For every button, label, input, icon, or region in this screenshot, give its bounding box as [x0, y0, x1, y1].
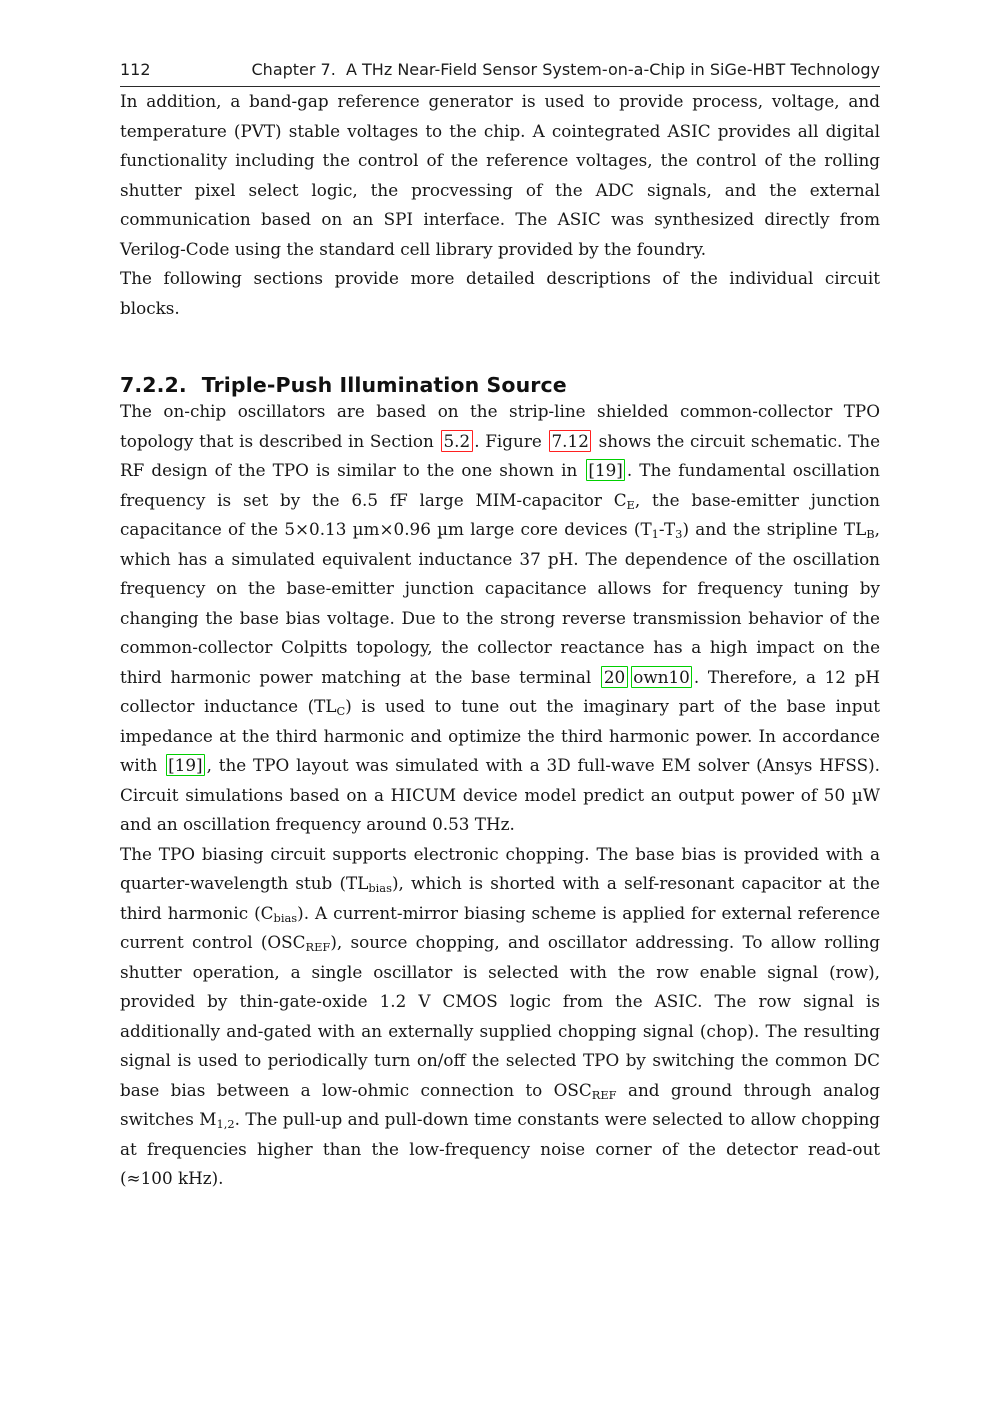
text-run: . Figure — [474, 430, 548, 451]
intro-paragraph: In addition, a band-gap reference generator is used to provide process, voltage, and temperature (PVT) stable voltages to the chip. A cointegrated ASIC provides all digital functionality including the control of the reference voltages, the control of the rolling shutter pixel select logic, the procvessing of the ADC signals, and the external communication based on an SPI interface. The ASIC was synthesized directly from Verilog-Code using the standard cell library provided by the foundry. — [120, 91, 880, 259]
subscript: E — [626, 497, 635, 512]
text-run: ), source chopping, and oscillator addressing. To allow rolling shutter operation, a single oscillator is selected with the row enable signal (row), provided by thin-gate-oxide 1.2 V CMOS logic from the ASIC. The row signal is additionally and-gated with an externally supplied chopping signal (chop). The resulting signal is used to periodically turn on/off the selected TPO by switching the common DC base bias between a low-ohmic connection to OSC — [120, 932, 880, 1100]
text-run: , the TPO layout was simulated with a 3D full-wave EM solver (Ansys HFSS). Circuit simulations based on a HICUM device model predict an output power of 50 µW and an oscillation frequency around 0.53 THz. — [120, 755, 880, 834]
lead-paragraph: The following sections provide more detailed descriptions of the individual circuit blocks. — [120, 268, 880, 318]
section-heading — [120, 373, 880, 397]
citation-link[interactable]: [19] — [586, 459, 625, 481]
text-run: . The pull-up and pull-down time constants were selected to allow chopping at frequencies higher than the low-frequency noise corner of the detector read-out (≈100 kHz). — [120, 1109, 880, 1188]
page-header — [120, 0, 880, 79]
biasing-paragraph — [120, 840, 880, 1194]
text-run: ) is used to tune out the imaginary part of the base input impedance at the third harmonic and optimize the third harmonic power. In accordance with — [120, 696, 880, 775]
section-title: Triple-Push Illumination Source — [201, 373, 567, 397]
citation-link[interactable]: [19] — [166, 754, 205, 776]
section-ref-link[interactable]: 7.12 — [549, 430, 591, 452]
text-run: . Therefore, a 12 pH collector inductance (TL — [120, 666, 880, 716]
citation-link[interactable]: own10 — [631, 666, 693, 688]
text-run: The on-chip oscillators are based on the strip-line shielded common-collector TPO topology that is described in Section — [120, 401, 880, 451]
page-number: 112 — [120, 60, 151, 79]
text-run: ) and the stripline TL — [682, 519, 867, 539]
section-number: 7.2.2. — [120, 373, 187, 397]
text-run: The TPO biasing circuit supports electronic chopping. The base bias is provided with a quarter-wavelength stub (TL — [120, 843, 880, 893]
subscript: REF — [591, 1087, 617, 1102]
citation-link[interactable]: 20 — [601, 666, 627, 688]
text-run: ), which is shorted with a self-resonant capacitor at the third harmonic (C — [120, 873, 880, 923]
text-run: and ground through analog switches M — [120, 1079, 880, 1129]
subscript: REF — [305, 939, 331, 954]
subscript: 3 — [675, 526, 683, 541]
chapter-title: Chapter 7. A THz Near-Field Sensor System-on-a-Chip in SiGe-HBT Technology — [251, 60, 880, 79]
text-run: . The fundamental oscillation frequency is set by the 6.5 fF large MIM-capacitor C — [120, 460, 880, 510]
text-run: , which has a simulated equivalent inductance 37 pH. The dependence of the oscillation frequency on the base-emitter junction capacitance allows for frequency tuning by changing the base bias voltage. Due to the strong reverse transmission behavior of the common-collector Colpitts topology, the collector reactance has a high impact on the third harmonic power matching at the base terminal — [120, 519, 881, 687]
subscript: 1 — [651, 526, 659, 541]
subscript: B — [866, 526, 875, 541]
subscript: bias — [273, 910, 298, 925]
text-run: , the base-emitter junction capacitance of the 5×0.13 µm×0.96 µm large core devices (T — [120, 489, 880, 539]
text-run: -T — [658, 519, 676, 539]
subscript: 1,2 — [216, 1116, 235, 1131]
section-ref-link[interactable]: 5.2 — [441, 430, 473, 452]
subscript: bias — [368, 880, 392, 895]
text-run: shows the circuit schematic. The RF design of the TPO is similar to the one shown in — [120, 430, 880, 480]
text-run: ). A current-mirror biasing scheme is applied for external reference current control (OSC — [120, 902, 881, 952]
subscript: C — [336, 703, 346, 718]
tpo-paragraph — [120, 397, 880, 840]
